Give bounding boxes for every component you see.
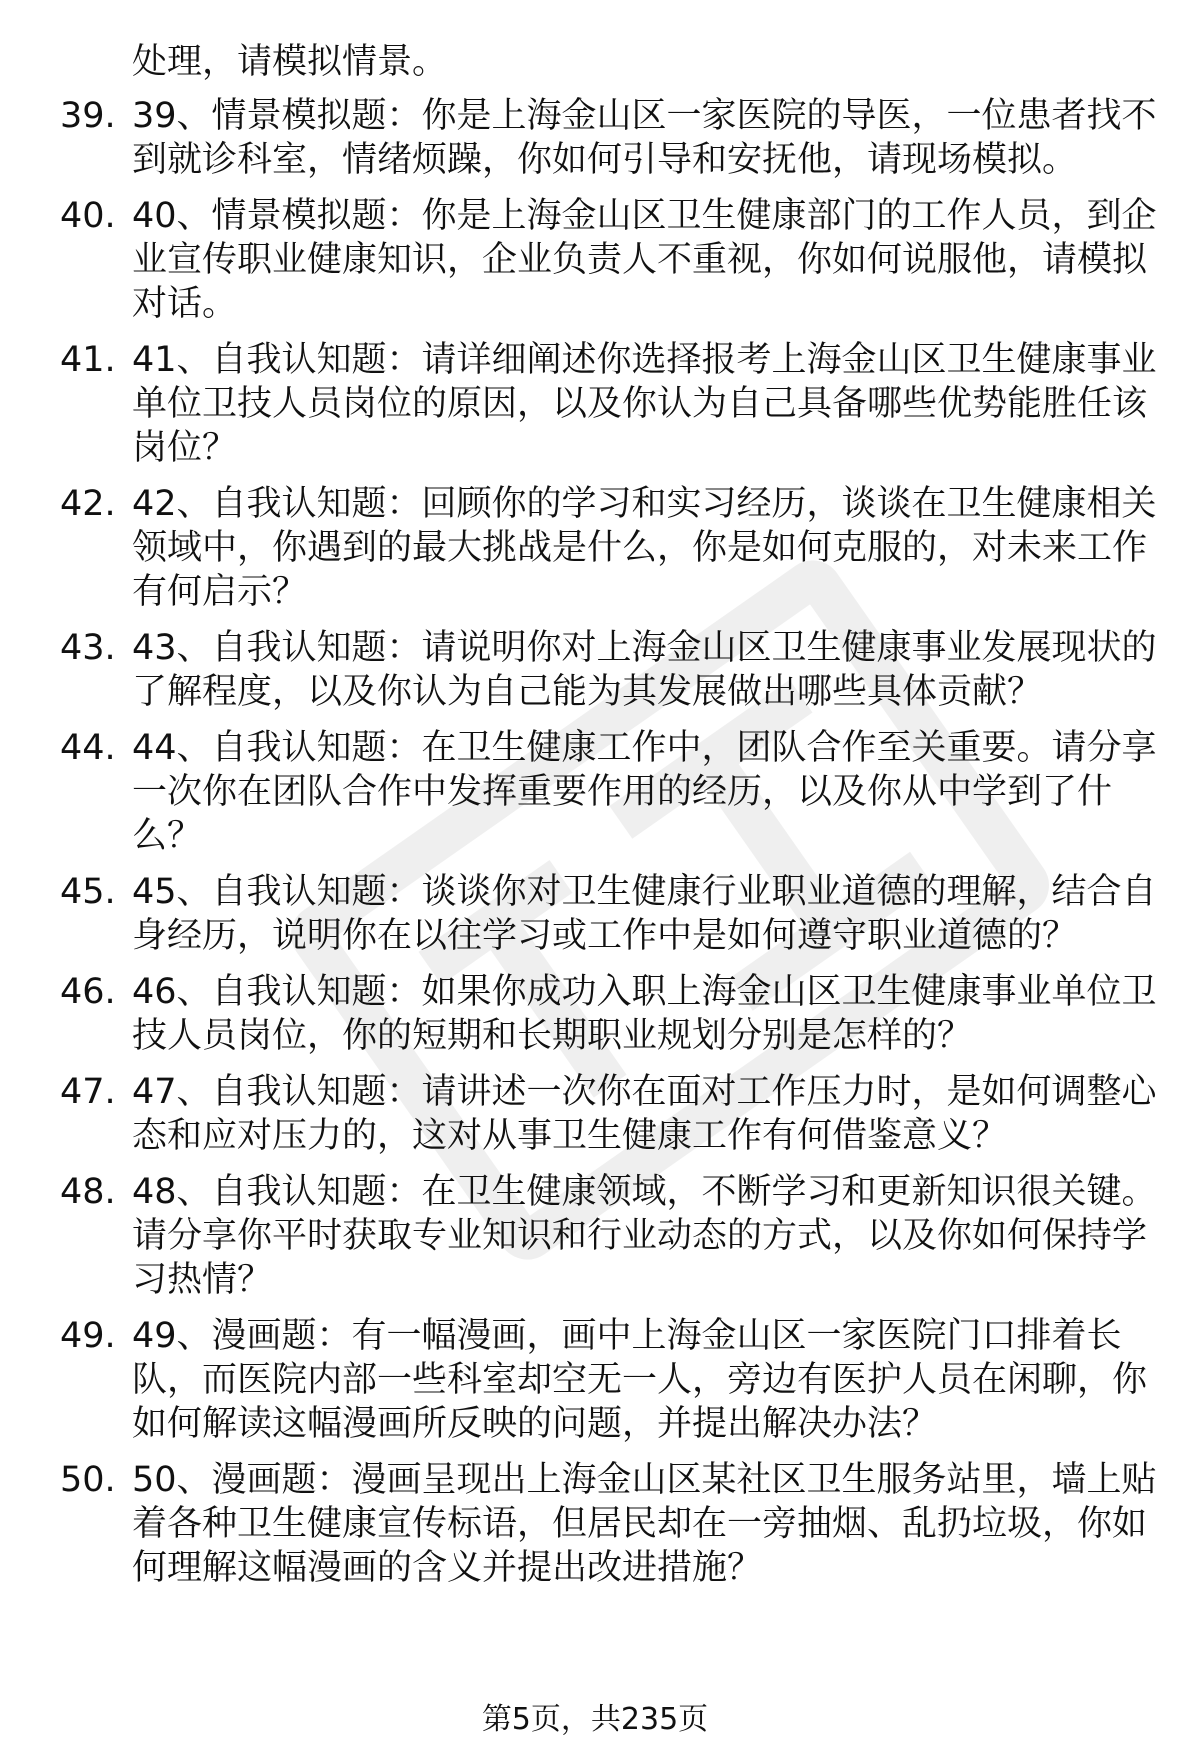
page-footer: 第5页，共235页 [481, 1702, 709, 1737]
item-text: 42、自我认知题：回顾你的学习和实习经历，谈谈在卫生健康相关领域中，你遇到的最大挑战是什么，你是如何克服的，对未来工作有何启示？ [132, 484, 1157, 612]
list-item [60, 94, 1160, 182]
item-number: 47. [60, 1072, 116, 1112]
item-number: 42. [60, 484, 116, 524]
item-number: 43. [60, 628, 116, 668]
item-number: 48. [60, 1172, 116, 1212]
list-item [60, 194, 1160, 326]
item-text: 46、自我认知题：如果你成功入职上海金山区卫生健康事业单位卫技人员岗位，你的短期和长期职业规划分别是怎样的？ [132, 972, 1157, 1056]
continued-text: 处理，请模拟情景。 [132, 42, 448, 82]
item-text: 41、自我认知题：请详细阐述你选择报考上海金山区卫生健康事业单位卫技人员岗位的原因，以及你认为自己具备哪些优势能胜任该岗位？ [132, 340, 1157, 468]
item-number: 49. [60, 1316, 116, 1356]
list-item [60, 626, 1160, 714]
item-text: 40、情景模拟题：你是上海金山区卫生健康部门的工作人员，到企业宣传职业健康知识，企业负责人不重视，你如何说服他，请模拟对话。 [132, 196, 1157, 324]
item-text: 49、漫画题：有一幅漫画，画中上海金山区一家医院门口排着长队，而医院内部一些科室却空无一人，旁边有医护人员在闲聊，你如何解读这幅漫画所反映的问题，并提出解决办法？ [132, 1316, 1148, 1444]
item-text: 45、自我认知题：谈谈你对卫生健康行业职业道德的理解，结合自身经历，说明你在以往学习或工作中是如何遵守职业道德的？ [132, 872, 1157, 956]
item-number: 41. [60, 340, 116, 380]
item-text: 50、漫画题：漫画呈现出上海金山区某社区卫生服务站里，墙上贴着各种卫生健康宣传标语，但居民却在一旁抽烟、乱扔垃圾，你如何理解这幅漫画的含义并提出改进措施？ [132, 1460, 1157, 1588]
item-text: 47、自我认知题：请讲述一次你在面对工作压力时，是如何调整心态和应对压力的，这对从事卫生健康工作有何借鉴意义？ [132, 1072, 1157, 1156]
list-item [60, 1170, 1160, 1302]
item-text: 39、情景模拟题：你是上海金山区一家医院的导医，一位患者找不到就诊科室，情绪烦躁，你如何引导和安抚他，请现场模拟。 [132, 96, 1157, 180]
item-number: 39. [60, 96, 116, 136]
item-text: 43、自我认知题：请说明你对上海金山区卫生健康事业发展现状的了解程度，以及你认为自己能为其发展做出哪些具体贡献？ [132, 628, 1157, 712]
item-text: 48、自我认知题：在卫生健康领域，不断学习和更新知识很关键。请分享你平时获取专业知识和行业动态的方式，以及你如何保持学习热情？ [132, 1172, 1157, 1300]
list-item [60, 482, 1160, 614]
items-container [60, 94, 1160, 1590]
question-list [60, 40, 1160, 1602]
item-number: 46. [60, 972, 116, 1012]
item-text: 44、自我认知题：在卫生健康工作中，团队合作至关重要。请分享一次你在团队合作中发挥重要作用的经历，以及你从中学到了什么？ [132, 728, 1157, 856]
item-number: 40. [60, 196, 116, 236]
list-item [60, 870, 1160, 958]
list-item [60, 970, 1160, 1058]
item-number: 50. [60, 1460, 116, 1500]
item-number: 45. [60, 872, 116, 912]
list-item [60, 1458, 1160, 1590]
list-item [60, 338, 1160, 470]
list-item [60, 726, 1160, 858]
item-number: 44. [60, 728, 116, 768]
list-item [60, 1314, 1160, 1446]
list-item [60, 1070, 1160, 1158]
